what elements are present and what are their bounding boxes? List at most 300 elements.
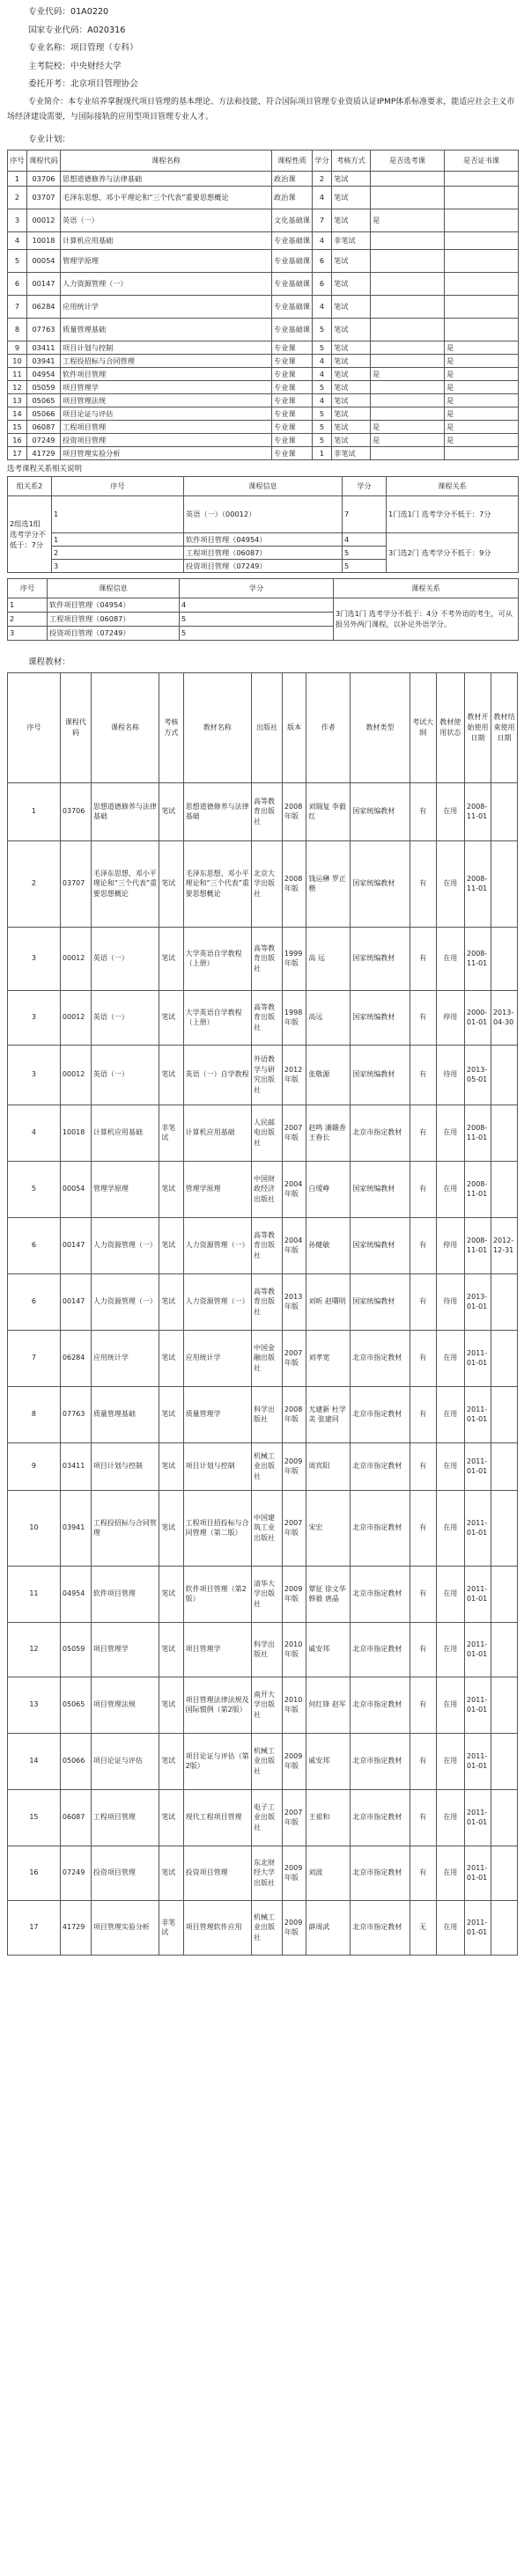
elective1-cell: 英语（一）（00012） (184, 495, 343, 532)
books-cell: 2011-01-01 (465, 1566, 491, 1622)
books-cell: 英语（一） (91, 1045, 159, 1105)
books-cell (491, 840, 517, 927)
books-cell: 投资项目管理 (91, 1846, 159, 1900)
plan-cell: 05066 (27, 407, 61, 420)
books-row (8, 1386, 518, 1442)
books-cell: 有 (410, 1490, 436, 1566)
plan-cell: 是 (445, 393, 519, 407)
books-row (8, 990, 518, 1045)
books-cell: 2011-01-01 (465, 1386, 491, 1442)
elective2-cell: 3 (8, 626, 48, 640)
plan-cell: 笔试 (332, 171, 371, 186)
books-row (8, 1217, 518, 1273)
elective1-cell: 5 (343, 559, 387, 572)
plan-cell (371, 354, 445, 367)
plan-cell: 工程投招标与合同管理 (61, 354, 272, 367)
books-cell: 有 (410, 1386, 436, 1442)
plan-body (8, 171, 519, 459)
books-cell (491, 1566, 517, 1622)
books-cell: 笔试 (159, 1045, 183, 1105)
plan-cell: 英语（一） (61, 209, 272, 231)
books-cell: 2011-01-01 (465, 1330, 491, 1386)
plan-header-cell: 课程性质 (272, 150, 313, 171)
plan-cell: 7 (8, 295, 27, 318)
plan-cell: 是 (445, 433, 519, 446)
books-row (8, 1490, 518, 1566)
books-cell: 05065 (60, 1677, 91, 1733)
books-cell: 刘波 (306, 1846, 351, 1900)
plan-cell: 是 (445, 380, 519, 393)
books-header-cell: 考试大纲 (410, 672, 436, 782)
books-header-row (8, 672, 518, 782)
plan-cell: 12 (8, 380, 27, 393)
plan-cell: 03707 (27, 186, 61, 209)
plan-cell: 10018 (27, 231, 61, 249)
books-cell: 无 (410, 1900, 436, 1955)
books-cell: 刘昕 赵曙明 (306, 1273, 351, 1330)
books-header-cell: 序号 (8, 672, 61, 782)
plan-row (8, 341, 519, 354)
elective1-relation-cell: 3门选2门 选考学分不低于：9分 (387, 532, 519, 572)
books-cell: 人力资源管理（一） (91, 1217, 159, 1273)
books-cell: 2013-04-30 (491, 990, 517, 1045)
books-cell: 2011-01-01 (465, 1677, 491, 1733)
plan-header-cell: 是否证书课 (445, 150, 519, 171)
plan-cell (371, 231, 445, 249)
books-cell: 国家统编教材 (351, 1217, 410, 1273)
books-cell: 薛周武 (306, 1900, 351, 1955)
books-cell: 2008-11-01 (465, 1217, 491, 1273)
books-row (8, 1330, 518, 1386)
books-cell: 2011-01-01 (465, 1789, 491, 1846)
books-cell: 刘孝宽 (306, 1330, 351, 1386)
books-cell: 00012 (60, 1045, 91, 1105)
plan-cell: 10 (8, 354, 27, 367)
books-cell: 工程项目管理 (91, 1789, 159, 1846)
plan-cell: 5 (313, 380, 332, 393)
books-cell: 有 (410, 1217, 436, 1273)
books-cell: 国家统编教材 (351, 990, 410, 1045)
national-code-line (7, 22, 517, 40)
books-cell: 2011-01-01 (465, 1442, 491, 1490)
elective2-body (8, 598, 519, 640)
books-cell: 2010年版 (282, 1677, 306, 1733)
plan-row (8, 171, 519, 186)
books-cell: 北京市指定教材 (351, 1733, 410, 1789)
plan-row (8, 433, 519, 446)
plan-header-row (8, 150, 519, 171)
plan-cell: 6 (313, 272, 332, 295)
books-cell: 有 (410, 1566, 436, 1622)
books-cell: 06284 (60, 1330, 91, 1386)
books-cell: 16 (8, 1846, 61, 1900)
plan-cell: 质量管理基础 (61, 318, 272, 341)
books-cell: 中国金融出版社 (251, 1330, 282, 1386)
books-row (8, 1733, 518, 1789)
books-cell: 大学英语自学教程（上册） (183, 927, 251, 990)
elective1-row (8, 532, 519, 546)
plan-cell: 毛泽东思想、邓小平理论和“三个代表”重要思想概论 (61, 186, 272, 209)
label: 专业代码： (28, 7, 70, 17)
plan-cell (371, 171, 445, 186)
books-cell (491, 927, 517, 990)
books-cell: 有 (410, 840, 436, 927)
books-cell: 外语教学与研究出版社 (251, 1045, 282, 1105)
elective1-cell: 投资项目管理（07249） (184, 559, 343, 572)
books-cell: 笔试 (159, 1161, 183, 1217)
books-cell: 有 (410, 1161, 436, 1217)
books-header-cell: 课程代码 (60, 672, 91, 782)
books-cell: 笔试 (159, 1330, 183, 1386)
plan-row (8, 231, 519, 249)
books-cell: 停用 (436, 1217, 464, 1273)
books-cell: 2008年版 (282, 1386, 306, 1442)
books-cell (491, 1733, 517, 1789)
plan-cell: 6 (8, 272, 27, 295)
books-cell: 笔试 (159, 1386, 183, 1442)
plan-cell (371, 407, 445, 420)
books-cell: 软件项目管理 (91, 1566, 159, 1622)
books-cell: 03411 (60, 1442, 91, 1490)
elective1-row (8, 495, 519, 532)
plan-cell (445, 209, 519, 231)
plan-cell: 5 (313, 420, 332, 433)
books-cell: 2 (8, 840, 61, 927)
plan-cell: 04954 (27, 367, 61, 380)
books-cell: 2008-11-01 (465, 840, 491, 927)
books-cell: 2007年版 (282, 1105, 306, 1161)
books-cell: 机械工业出版社 (251, 1900, 282, 1955)
books-cell: 待用 (436, 1045, 464, 1105)
plan-cell: 8 (8, 318, 27, 341)
books-cell (491, 1900, 517, 1955)
books-cell: 思想道德修养与法律基础 (91, 782, 159, 840)
books-cell (491, 1442, 517, 1490)
books-cell: 00147 (60, 1273, 91, 1330)
books-cell: 北京市指定教材 (351, 1677, 410, 1733)
plan-cell (371, 341, 445, 354)
books-row (8, 1789, 518, 1846)
plan-cell: 00012 (27, 209, 61, 231)
plan-cell: 13 (8, 393, 27, 407)
books-cell: 04954 (60, 1566, 91, 1622)
plan-cell: 5 (313, 407, 332, 420)
books-cell: 管理学原理 (91, 1161, 159, 1217)
plan-cell: 03411 (27, 341, 61, 354)
books-cell: 南开大学出版社 (251, 1677, 282, 1733)
books-cell: 在用 (436, 1161, 464, 1217)
books-cell: 在用 (436, 1677, 464, 1733)
plan-cell: 专业基础课 (272, 249, 313, 272)
books-cell: 项目管理实验分析 (91, 1900, 159, 1955)
plan-cell: 专业基础课 (272, 231, 313, 249)
plan-cell: 是 (371, 367, 445, 380)
major-name: 项目管理（专科） (70, 43, 138, 53)
books-cell: 毛泽东思想、邓小平理论和“三个代表”重要思想概论 (183, 840, 251, 927)
books-cell: 03706 (60, 782, 91, 840)
label: 专业名称： (28, 43, 70, 53)
plan-cell: 41729 (27, 446, 61, 459)
plan-cell: 专业基础课 (272, 272, 313, 295)
plan-cell (371, 272, 445, 295)
books-cell: 10 (8, 1490, 61, 1566)
plan-cell: 17 (8, 446, 27, 459)
books-cell: 在用 (436, 1386, 464, 1442)
books-header-cell: 教材名称 (183, 672, 251, 782)
plan-cell: 专业课 (272, 380, 313, 393)
books-cell: 高 远 (306, 927, 351, 990)
books-cell: 电子工业出版社 (251, 1789, 282, 1846)
elective1-cell: 软件项目管理（04954） (184, 532, 343, 546)
elective1-cell: 1 (52, 532, 184, 546)
books-cell: 2007年版 (282, 1789, 306, 1846)
plan-cell: 5 (313, 318, 332, 341)
books-cell: 3 (8, 1045, 61, 1105)
books-cell (491, 1677, 517, 1733)
elective-relation-table (7, 578, 519, 641)
plan-cell: 03706 (27, 171, 61, 186)
books-cell: 项目管理法律法规及国际惯例（第2版） (183, 1677, 251, 1733)
plan-row (8, 186, 519, 209)
books-cell: 2011-01-01 (465, 1490, 491, 1566)
books-cell: 北京市指定教材 (351, 1789, 410, 1846)
elective2-cell: 5 (180, 626, 334, 640)
major-code-line (7, 4, 517, 22)
plan-cell: 1 (8, 171, 27, 186)
books-title: 课程教材： (28, 657, 70, 667)
elective1-relation-cell: 1门选1门 选考学分不低于：7分 (387, 495, 519, 532)
plan-cell: 2 (8, 186, 27, 209)
plan-cell (371, 318, 445, 341)
books-cell: 工程投招标与合同管理 (91, 1490, 159, 1566)
plan-cell: 是 (445, 407, 519, 420)
plan-row (8, 354, 519, 367)
plan-cell: 专业课 (272, 446, 313, 459)
plan-cell: 投资项目管理 (61, 433, 272, 446)
plan-title: 专业计划： (28, 134, 70, 144)
plan-header-cell: 序号 (8, 150, 27, 171)
books-cell: 有 (410, 927, 436, 990)
plan-cell: 工程项目管理 (61, 420, 272, 433)
books-cell: 2009年版 (282, 1900, 306, 1955)
plan-cell (445, 249, 519, 272)
books-cell: 刘瑞复 李毅红 (306, 782, 351, 840)
books-cell: 软件项目管理（第2版） (183, 1566, 251, 1622)
plan-cell: 是 (445, 341, 519, 354)
books-row (8, 1045, 518, 1105)
books-cell: 张敬源 (306, 1045, 351, 1105)
books-cell: 项目管理学 (91, 1622, 159, 1677)
plan-cell: 3 (8, 209, 27, 231)
plan-row (8, 393, 519, 407)
plan-cell: 笔试 (332, 186, 371, 209)
books-cell: 北京市指定教材 (351, 1622, 410, 1677)
books-cell: 孙健敏 (306, 1217, 351, 1273)
books-cell: 1 (8, 782, 61, 840)
books-cell: 在用 (436, 1490, 464, 1566)
books-cell: 覃征 徐文华 韩毅 唐晶 (306, 1566, 351, 1622)
plan-cell: 专业课 (272, 341, 313, 354)
books-cell: 2009年版 (282, 1733, 306, 1789)
books-cell: 6 (8, 1217, 61, 1273)
plan-cell: 是 (371, 420, 445, 433)
books-cell: 非笔试 (159, 1900, 183, 1955)
books-cell: 计算机应用基础 (183, 1105, 251, 1161)
books-cell (491, 1622, 517, 1677)
books-cell: 2008年版 (282, 840, 306, 927)
books-cell: 在用 (436, 927, 464, 990)
plan-cell: 项目管理法规 (61, 393, 272, 407)
books-cell (491, 1330, 517, 1386)
books-cell: 07249 (60, 1846, 91, 1900)
books-cell: 钱运楙 罗正楷 (306, 840, 351, 927)
books-cell: 在用 (436, 1622, 464, 1677)
books-cell: 非笔试 (159, 1105, 183, 1161)
plan-cell: 14 (8, 407, 27, 420)
books-cell: 7 (8, 1330, 61, 1386)
books-cell: 笔试 (159, 1442, 183, 1490)
books-table (7, 672, 518, 1956)
plan-cell: 笔试 (332, 380, 371, 393)
books-cell: 6 (8, 1273, 61, 1330)
label: 委托开考： (28, 79, 70, 89)
books-cell: 00012 (60, 990, 91, 1045)
books-row (8, 1161, 518, 1217)
books-row (8, 1105, 518, 1161)
plan-header-cell: 课程代码 (27, 150, 61, 171)
plan-cell: 00147 (27, 272, 61, 295)
books-cell: 管理学原理 (183, 1161, 251, 1217)
books-cell: 高等教育出版社 (251, 927, 282, 990)
books-cell: 项目计划与控制 (183, 1442, 251, 1490)
elective2-relation-cell: 3门选1门 选考学分不低于：4分 不考外语的考生，可从报另外两门课程，以补足外语学分。 (334, 598, 519, 640)
books-cell: 2008-11-01 (465, 782, 491, 840)
books-row (8, 1900, 518, 1955)
books-cell: 05059 (60, 1622, 91, 1677)
plan-cell: 笔试 (332, 433, 371, 446)
books-cell: 国家统编教材 (351, 1273, 410, 1330)
plan-cell: 笔试 (332, 341, 371, 354)
books-row (8, 1566, 518, 1622)
major-name-line (7, 40, 517, 58)
books-cell: 项目论证与评估 (91, 1733, 159, 1789)
elective1-cell: 5 (343, 546, 387, 559)
books-cell: 人民邮电出版社 (251, 1105, 282, 1161)
plan-cell: 笔试 (332, 420, 371, 433)
books-cell: 笔试 (159, 1490, 183, 1566)
elective2-cell: 投资项目管理（07249） (48, 626, 180, 640)
books-cell: 笔试 (159, 1846, 183, 1900)
books-cell: 白瑷峥 (306, 1161, 351, 1217)
books-cell (491, 1386, 517, 1442)
books-cell: 4 (8, 1105, 61, 1161)
books-cell: 笔试 (159, 1273, 183, 1330)
plan-cell: 笔试 (332, 318, 371, 341)
plan-cell: 4 (313, 393, 332, 407)
plan-cell (371, 446, 445, 459)
books-cell: 质量管理基础 (91, 1386, 159, 1442)
books-cell: 在用 (436, 1900, 464, 1955)
elective1-cell: 2 (52, 546, 184, 559)
books-cell: 06087 (60, 1789, 91, 1846)
plan-cell (445, 318, 519, 341)
plan-cell: 是 (371, 433, 445, 446)
elective2-cell: 工程项目管理（06087） (48, 612, 180, 626)
plan-cell (371, 393, 445, 407)
books-row (8, 927, 518, 990)
major-intro: 专业简介：本专业培养掌握现代项目管理的基本理论、方法和技能，符合国际项目管理专业资质认证IPMP体系标准要求，能适应社会主义市场经济建设需要，与国际接轨的应用型项目管理专业人才。 (7, 97, 515, 121)
plan-cell: 16 (8, 433, 27, 446)
books-cell: 有 (410, 1045, 436, 1105)
elective2-header-row (8, 578, 519, 598)
plan-cell (445, 446, 519, 459)
books-cell: 笔试 (159, 1622, 183, 1677)
plan-cell: 文化基础课 (272, 209, 313, 231)
books-cell: 有 (410, 782, 436, 840)
books-cell: 高等教育出版社 (251, 990, 282, 1045)
books-cell: 笔试 (159, 1789, 183, 1846)
plan-cell: 05059 (27, 380, 61, 393)
plan-row (8, 380, 519, 393)
plan-cell: 4 (313, 295, 332, 318)
books-cell: 有 (410, 1789, 436, 1846)
books-row (8, 840, 518, 927)
plan-cell: 06087 (27, 420, 61, 433)
books-cell: 戚安邦 (306, 1622, 351, 1677)
books-cell: 国家统编教材 (351, 840, 410, 927)
elective1-header-cell: 学分 (343, 476, 387, 495)
plan-cell: 笔试 (332, 354, 371, 367)
books-cell: 2011-01-01 (465, 1900, 491, 1955)
elective2-cell: 1 (8, 598, 48, 612)
books-cell: 在用 (436, 1733, 464, 1789)
elective2-cell: 2 (8, 612, 48, 626)
books-cell: 高等教育出版社 (251, 1273, 282, 1330)
books-cell: 北京市指定教材 (351, 1490, 410, 1566)
books-cell: 在用 (436, 1566, 464, 1622)
plan-row (8, 407, 519, 420)
elective1-cell: 1 (52, 495, 184, 532)
plan-cell (445, 171, 519, 186)
books-cell: 2009年版 (282, 1442, 306, 1490)
books-cell: 项目管理软件应用 (183, 1900, 251, 1955)
plan-cell: 笔试 (332, 209, 371, 231)
plan-cell: 专业课 (272, 367, 313, 380)
books-cell: 人力资源管理（一） (91, 1273, 159, 1330)
books-row (8, 1846, 518, 1900)
plan-cell (371, 249, 445, 272)
plan-cell: 5 (313, 341, 332, 354)
elective1-body (8, 495, 519, 572)
books-cell: 03941 (60, 1490, 91, 1566)
elective2-header-cell: 序号 (8, 578, 48, 598)
books-cell: 项目计划与控制 (91, 1442, 159, 1490)
books-cell: 机械工业出版社 (251, 1733, 282, 1789)
elective1-cell: 4 (343, 532, 387, 546)
plan-row (8, 446, 519, 459)
books-cell: 3 (8, 927, 61, 990)
books-cell: 科学出版社 (251, 1622, 282, 1677)
books-cell: 何红锋 赵军 (306, 1677, 351, 1733)
books-cell: 国家统编教材 (351, 927, 410, 990)
books-cell: 北京市指定教材 (351, 1386, 410, 1442)
plan-cell: 是 (445, 420, 519, 433)
books-cell: 英语（一） (91, 927, 159, 990)
books-cell: 有 (410, 1677, 436, 1733)
plan-cell: 06284 (27, 295, 61, 318)
books-cell: 2013-01-01 (465, 1273, 491, 1330)
plan-cell (445, 272, 519, 295)
